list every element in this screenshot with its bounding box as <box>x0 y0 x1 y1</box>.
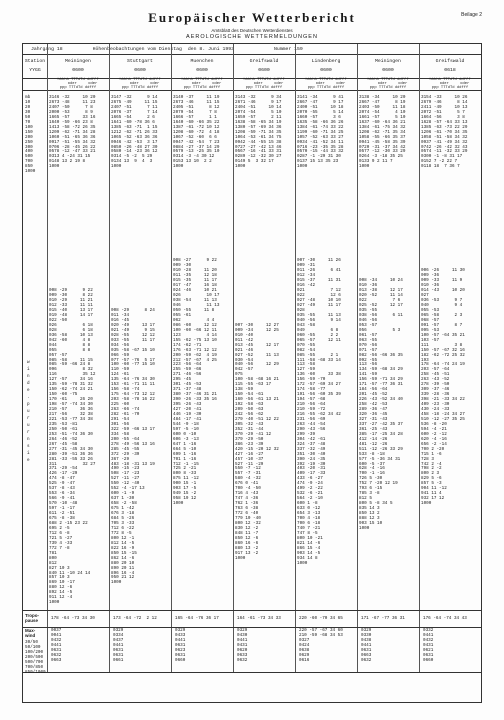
pressure-levels: mb 10 20 30 50 70 100 150 200 250 300 400 500 700 850 1000 <box>25 95 36 175</box>
tropopause-value: 164 -61 -73 34 33 <box>237 616 281 621</box>
station-2: Muenchen 0600 <box>190 59 214 73</box>
tropopause-label: Tropo- pause <box>25 613 39 623</box>
report-title: Europäischer Wetterbericht <box>148 10 356 25</box>
col-header-5: hhhhh TTTdTd ddfff oder oder ppp TTTdTd ddfff <box>367 78 409 90</box>
station-data-column: 3141 -34 9 41 2667 -47 9 17 2400 -51 10 18 2070 -55 5 14 1660 -57 3 6 1635 -58 -66 36 26 1384 -61 -74 33 22 1199 -60 -71 34 25 1057 -52 -63 33 27 0934 -41 -52 34 11 0716 -23 -35 35 28 0570 -15 -44 33 32 0287 -1 -29 31 30 0137 15 13 35 23 1000 007 -30 11 26 009 -31 011 -26 6 41 012 -34 015 -37 11 31 016 -42 021 7 12 022 12 6 027 -48 10 10 027 -49 11 17 028 035 -55 11 13 040 -56 9 14 043 -58 049 6 8 060 -55 2 2 065 -57 12 11 070 -55 082 -54 085 -55 2 1 111 -58 -68 33 14 113 -58 127 -59 136 -60 33 38 156 -59 -70 172 -57 -69 34 27 174 -58 -77 191 -56 -60 35 39 194 -57 -68 210 -56 -64 210 -59 -72 216 -55 -62 34 42 231 -56 -69 263 -44 -54 290 -43 -56 299 -39 304 -42 -61 324 -37 -48 337 -32 -49 351 -30 -40 390 -24 -35 392 -19 -30 403 -20 -31 409 -17 -33 433 -6 -27 474 -9 -24 499 -2 -22 532 -6 -21 564 -2 -10 600 1 -8 633 0 -12 654 3 -13 700 4 -18 700 6 -18 740 7 -21 747 8 -5 800 10 -21 821 14 -6 866 15 -4 903 14 -5 934 14 8 1000 <box>297 95 344 566</box>
data-sheet <box>22 43 482 703</box>
station-data-column: 3154 -33 10 26 2679 -46 8 14 2411 -49 10 13 2072 -51 5 7 1664 -56 3 8 1628 -57 -64 33 13 1385 -63 -73 22 29 1206 -61 -70 34 35 1058 -51 -58 34 32 0937 -41 -49 34 32 0742 -26 -42 32 43 0574 -11 -32 33 29 0300 -1 -8 31 17 0152 7 -2 22 7 0118 18 7 36 7 006 -26 11 30 009 -36 009 -33 11 9 010 -36 014 -43 10 20 027 036 -53 9 7 040 9 4 055 -53 065 -58 2 3 068 -57 091 -57 8 7 095 -53 100 -57 -64 35 21 103 -57 111 3 8 150 -57 -67 32 16 182 -62 -72 25 32 193 178 -64 -74 24 19 203 -57 -64 258 -45 -51 263 -43 -52 278 -39 -50 309 -37 -46 339 -28 -36 398 -21 -33 34 22 409 -23 -30 430 -24 -33 458 -18 -24 34 27 510 -12 -27 35 25 536 -8 -20 594 -4 -21 600 -2 -12 620 -4 -16 656 -2 -14 700 2 -20 715 1 -6 728 3 742 2 -4 798 2 -2 800 2 3 829 5 -6 857 5 -3 904 11 -12 941 11 4 932 17 12 1000 <box>421 95 468 507</box>
station-data-column: 3140 -37 11 19 2673 -46 11 15 2405 -51 8 12 2079 -54 7 8 1666 -57 1 1 1640 -60 -66 35 22 1387 -61 -72 10 12 1208 -60 -72 4 18 1067 -52 -60 6 6 0947 -42 -54 7 23 0884 -27 -37 14 29 0579 -13 -25 35 10 0314 -3 -4 30 12 0153 13 10 2 2 1000 008 -27 9 22 009 -30 010 -28 11 20 011 -35 12 18 015 -35 11 17 017 -47 16 18 024 -46 10 21 026 10 17 038 -54 11 13 046 11 13 050 -55 11 8 055 -61 062 4 4 086 -60 12 12 100 -60 -66 12 11 123 4 14 155 -62 -75 13 10 174 -62 -71 176 -63 -71 12 12 200 -59 -62 4 19 212 -57 -67 4 25 223 -56 -64 255 -59 -66 271 -46 -56 295 -45 301 -45 -53 371 -37 -48 380 -37 -46 31 21 390 -26 -33 35 16 395 -26 -43 427 -20 -41 446 -19 -30 484 -17 -41 544 -9 -18 597 -5 -10 600 0 -10 606 -3 -13 647 1 -16 664 5 -10 699 1 -16 701 1 -16 712 -1 -15 725 2 -21 800 8 -33 875 11 -12 900 15 -1 903 17 -5 949 15 -2 958 19 12 1000 <box>173 95 220 507</box>
divider <box>109 44 110 672</box>
divider <box>47 44 48 672</box>
maxwind-block <box>23 626 481 673</box>
col-header-2: hhhhh TTTdTd ddfff oder oder ppp TTTdTd ddfff <box>181 78 223 90</box>
tropopause-value: 176 -64 -74 34 43 <box>423 616 467 621</box>
jahrgang: Jahrgang 18 <box>31 46 63 52</box>
col-header-6: hhhhh TTTdTd ddfff oder oder ppp TTTdTd ddfff <box>429 78 471 90</box>
tropopause-value: 178 -64 -73 34 30 <box>51 616 95 621</box>
divider <box>295 44 296 672</box>
station-label-cell <box>23 58 47 78</box>
maxwind-levels: 30/50 50/100 100/200 200/500 500/700 700/850 850/1000 <box>25 640 46 675</box>
col-header-4: hhhhh TTTdTd ddfff oder oder ppp TTTdTd ddfff <box>305 78 347 90</box>
report-header <box>0 10 504 40</box>
col-header-1: hhhhh TTTdTd ddfff oder oder ppp TTTdTd ddfff <box>119 78 161 90</box>
station-data-column: 3138 -34 10 20 2667 -47 8 19 2403 -50 11 18 2074 -54 4 10 1661 -57 5 10 1637 -60 -64 36 21 1384 -61 -75 34 32 1208 -62 -71 35 34 1058 -55 -66 35 37 0941 -45 -58 35 39 0720 -31 -37 34 42 0577 -12 -30 33 29 0264 -3 -18 35 25 0133 9 2 11 7 1000 008 -34 10 24 010 -36 013 -38 12 17 020 -52 11 14 022 7 6 025 -52 12 17 035 -55 038 -56 6 11 046 -56 053 -57 056 5 3 061 -57 063 -55 070 -56 071 -57 082 -56 -66 36 35 092 -55 113 -56 134 -59 -68 34 29 141 -59 156 -59 -71 34 29 171 -57 -77 36 31 184 -56 -64 201 -45 -52 226 -43 -52 34 40 258 -42 -53 289 -36 -47 320 -36 -45 327 -31 -43 337 -27 -42 35 37 361 -25 -43 385 -17 -25 34 28 412 -14 -26 481 -12 -26 511 -12 -26 33 29 533 -8 -18 577 -5 -36 34 31 600 -5 -37 628 -4 -16 700 -1 -16 726 5 -30 752 7 -20 12 19 793 6 -15 785 3 -8 812 5 800 5 -8 34 5 835 14 3 850 13 2 888 12 3 903 15 10 1000 <box>359 95 406 531</box>
tropopause-value: 165 -64 -76 36 17 <box>175 616 219 621</box>
station-data-column: 3143 -32 9 34 2671 -46 9 17 2404 -51 10 14 2074 -54 5 10 1659 -57 2 11 1638 -58 -65 34 19 1380 -57 -69 34 36 1208 -59 -71 34 35 1064 -53 -61 34 75 0942 -44 -55 15 38 0727 -27 -42 13 46 0567 -16 -41 33 31 0289 -12 -32 30 27 0149 5 3 32 17 1000 007 -30 12 27 009 -34 12 25 010 -40 011 -42 013 -45 12 17 021 -46 027 -52 11 13 030 -54 040 -56 12 29 042 -57 075 100 -58 -68 16 21 115 -55 -63 17 138 -59 150 -54 -61 160 -56 -61 13 21 192 -58 -63 209 -50 -63 242 -56 -62 279 -40 -51 12 22 305 -32 -43 352 -31 -44 370 -29 -41 12 379 -29 -50 386 -23 -39 420 -15 -20 12 32 427 -16 -27 457 -10 -37 527 -11 -29 550 -7 -12 557 -7 -31 580 -4 -32 676 0 -41 700 -4 -50 716 4 -43 747 4 -36 762 1 -36 763 6 -38 772 6 -40 779 10 -40 800 12 -32 830 12 -2 848 11 -7 850 12 -6 860 16 -6 880 13 -2 917 13 -2 1000 <box>235 95 282 561</box>
wind-label-stack: w i n d e . p u r u r n s i e <box>27 360 30 463</box>
maxwind-value: 0329 0330 0438 0441 0631 0663 0632 <box>361 628 372 663</box>
yygg-label: YYGG <box>29 68 41 73</box>
report-section: AEROLOGISCHE WETTERMELDUNGEN <box>186 34 318 40</box>
station-header-row <box>23 58 481 79</box>
divider <box>357 44 358 672</box>
divider <box>171 44 172 672</box>
maxwind-label: Max- wind <box>25 628 36 638</box>
maxwind-value: 220 -57 -67 34 60 210 -59 -68 34 53 0327 0424 0638 0629 0616 <box>299 628 343 663</box>
beilage-label: Beilage 2 <box>461 12 482 18</box>
station-label: Station <box>24 59 46 64</box>
station-3: Greifswald 0600 <box>249 59 279 73</box>
station-1: Stuttgart 0600 <box>127 59 153 73</box>
maxwind-value: 0037 0041 0432 0441 0631 0632 0663 <box>51 628 62 663</box>
tropopause-value: 171 -67 -77 36 31 <box>361 616 405 621</box>
col-header-3: hhhhh TTTdTd ddfff oder oder ppp TTTdTd ddfff <box>243 78 285 90</box>
maxwind-value: 0329 0334 0437 0441 0631 0631 0661 <box>113 628 124 663</box>
divider <box>233 44 234 672</box>
nummer: Nummer 159 <box>273 46 303 52</box>
maxwind-value: 0332 0441 0432 0431 0621 0631 0660 <box>423 628 434 663</box>
column-header-row <box>23 79 481 91</box>
station-5: Meiningen 0600 <box>375 59 401 73</box>
station-data-column: 3146 -32 10 20 2673 -48 11 23 2407 -50 7 8 2000 -53 8 9 1665 -57 33 16 1640 -59 -66 23 8 1413 -58 -72 26 35 1209 -62 -71 34 28 1060 -51 -65 36 36 0917 -51 -55 34 32 0706 -28 -45 26 22 0578 -12 -47 33 21 0313 4 -24 31 15 0148 13 2 19 8 1000 008 -29 9 22 009 -30 8 22 010 -29 11 21 012 -33 11 11 015 -40 13 17 019 -48 14 17 022 -50 026 6 18 028 6 18 036 -58 10 13 042 -60 4 8 044 8 8 055 8 8 057 -57 085 -58 11 15 085 -59 -66 24 8 096 8 32 116 35 12 127 -57 34 16 135 -59 -78 31 32 150 -62 -74 24 21 150 -60 -75 170 -61 26 20 198 -57 -74 34 30 210 -57 36 36 217 -56 32 38 221 -53 -77 34 38 235 -53 -81 250 -50 -61 253 -51 -74 36 30 264 -46 -52 267 -45 -58 277 -31 -45 34 30 280 -39 -51 36 36 281 -33 -55 33 26 311 32 27 371 -29 -54 426 -17 -29 474 -8 -47 525 -9 -47 537 -8 -43 553 -6 -34 566 -9 -41 570 -10 -48 597 -1 -17 611 -2 -51 675 -8 -38 688 2 -15 23 22 695 2 -5 712 6 -8 721 5 -27 739 4 -33 772 7 -8 781 800 812 827 10 3 840 11 -10 24 14 857 10 3 869 10 -17 880 12 -6 892 14 -5 911 12 -4 1000 <box>49 95 96 606</box>
info-row <box>23 44 481 55</box>
col-header-0: hhhhh TTTdTd ddfff oder oder ppp TTTdTd ddfff <box>57 78 99 90</box>
report-subtitle: Amtsblatt des Deutschen Wetterdienstes <box>211 28 293 33</box>
divider <box>419 44 420 672</box>
station-6: Greifswald 0618 <box>435 59 465 73</box>
station-4: Lindenberg 0600 <box>311 59 341 73</box>
tropopause-value: 220 -60 -70 34 65 <box>299 616 343 621</box>
maxwind-value: 0329 0433 0441 0631 0623 0631 0660 <box>175 628 186 663</box>
station-0: Meiningen 0600 <box>65 59 91 73</box>
station-data-column: 3147 -32 9 14 2675 -49 11 15 2407 -51 7 11 2076 -37 7 14 1665 -54 2 6 1641 -60 -78 36 6 1385 -63 -71 1 15 1212 -62 -71 26 33 1065 -52 -63 36 36 0946 -42 -53 3 17 0850 -26 -48 27 30 0580 -14 -23 36 12 0314 -5 -2 5 29 0134 13 9 4 3 1000 008 -29 8 24 011 -34 016 -45 020 -49 13 17 021 -49 9 15 028 -55 12 12 033 -55 11 17 034 -56 035 -58 -67 15 10 066 -59 077 -57 -76 5 17 100 -60 -77 15 10 110 -59 124 -61 135 -64 -76 34 30 153 -61 -71 11 11 156 -58 -74 175 -64 -73 12 12 203 -58 -78 16 22 225 -60 263 -66 -74 282 -61 -70 291 -54 301 -56 322 -59 -66 13 17 334 -58 200 -55 -64 278 -49 -56 13 16 285 -45 -55 372 -29 -39 367 -29 483 -18 -31 13 19 490 -15 -23 508 -17 -23 527 -11 -27 550 -12 -40 552 -4 -17 13 600 -1 -9 637 1 -30 658 -2 -58 675 1 -42 676 3 -18 684 5 -26 705 3 -33 712 6 -22 772 8 -5 800 12 -1 812 14 -5 822 16 -9 850 15 -15 862 14 -6 880 20 10 890 20 11 896 16 -4 950 21 12 1000 <box>111 95 158 586</box>
tropopause-value: 173 -64 -72 2 12 <box>113 616 157 621</box>
maxwind-value: 0329 0430 0441 0431 0620 0633 0632 <box>237 628 248 663</box>
datum: den 8. Juni 1993 <box>187 46 234 52</box>
beobachtung: Höhenbeobachtungen vom Dienstag <box>92 46 182 52</box>
